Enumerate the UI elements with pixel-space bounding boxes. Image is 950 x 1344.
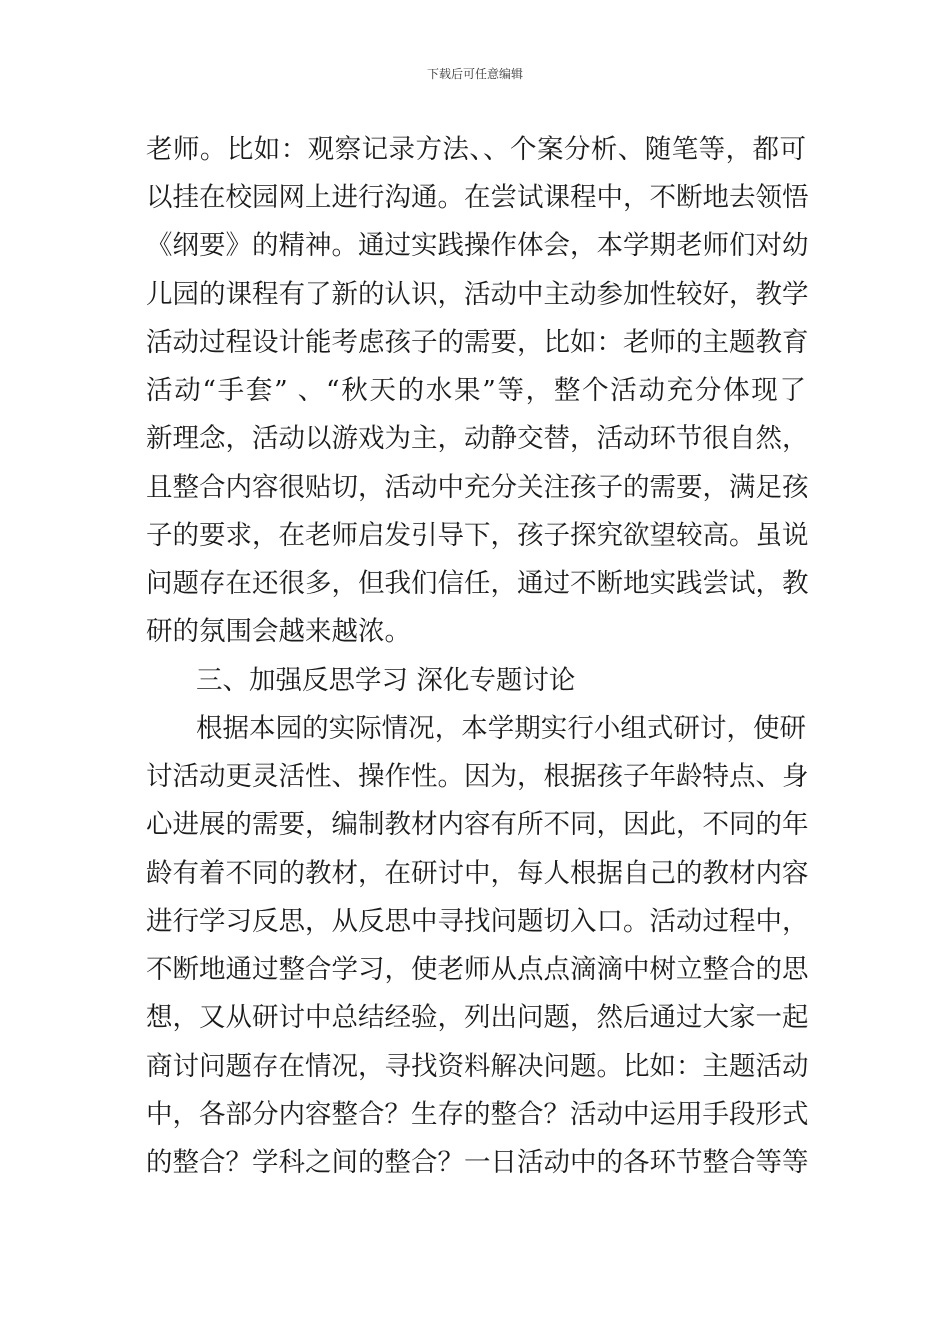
text-line: 不断地通过整合学习，使老师从点点滴滴中树立整合的思 xyxy=(146,954,809,985)
text-line: 龄有着不同的教材，在研讨中，每人根据自己的教材内容 xyxy=(146,858,809,889)
text-line: 中，各部分内容整合？生存的整合？活动中运用手段形式 xyxy=(146,1099,809,1130)
page-header: 下载后可任意编辑 xyxy=(426,67,523,81)
text-line: 讨活动更灵活性、操作性。因为，根据孩子年龄特点、身 xyxy=(146,761,809,792)
text-line: 活动过程设计能考虑孩子的需要，比如：老师的主题教育 xyxy=(146,327,809,358)
text-line: 老师。比如：观察记录方法、、个案分析、随笔等，都可 xyxy=(146,134,806,165)
text-line: 的整合？学科之间的整合？一日活动中的各环节整合等等 xyxy=(146,1147,809,1178)
text-line: 且整合内容很贴切，活动中充分关注孩子的需要，满足孩 xyxy=(146,472,809,503)
text-line: 想，又从研讨中总结经验，列出问题，然后通过大家一起 xyxy=(146,1002,809,1033)
text-line: 新理念，活动以游戏为主，动静交替，活动环节很自然， xyxy=(146,423,809,454)
text-line: 研的氛围会越来越浓。 xyxy=(146,616,411,647)
text-line: 心进展的需要，编制教材内容有所不同，因此，不同的年 xyxy=(146,809,809,840)
text-line: 进行学习反思，从反思中寻找问题切入口。活动过程中， xyxy=(146,906,809,937)
text-line: 商讨问题存在情况，寻找资料解决问题。比如：主题活动 xyxy=(146,1051,809,1082)
text-line: 子的要求，在老师启发引导下，孩子探究欲望较高。虽说 xyxy=(146,520,809,551)
text-line: 问题存在还很多，但我们信任，通过不断地实践尝试，教 xyxy=(146,568,809,599)
section-heading: 三、加强反思学习 深化专题讨论 xyxy=(196,665,576,696)
text-line: 活动“手套” 、“秋天的水果”等，整个活动充分体现了 xyxy=(146,375,806,406)
text-line: 根据本园的实际情况，本学期实行小组式研讨，使研 xyxy=(196,713,806,744)
text-line: 以挂在校园网上进行沟通。在尝试课程中，不断地去领悟 xyxy=(146,182,809,213)
text-line: 《纲要》的精神。通过实践操作体会，本学期老师们对幼 xyxy=(146,230,809,261)
text-line: 儿园的课程有了新的认识，活动中主动参加性较好，教学 xyxy=(146,279,809,310)
